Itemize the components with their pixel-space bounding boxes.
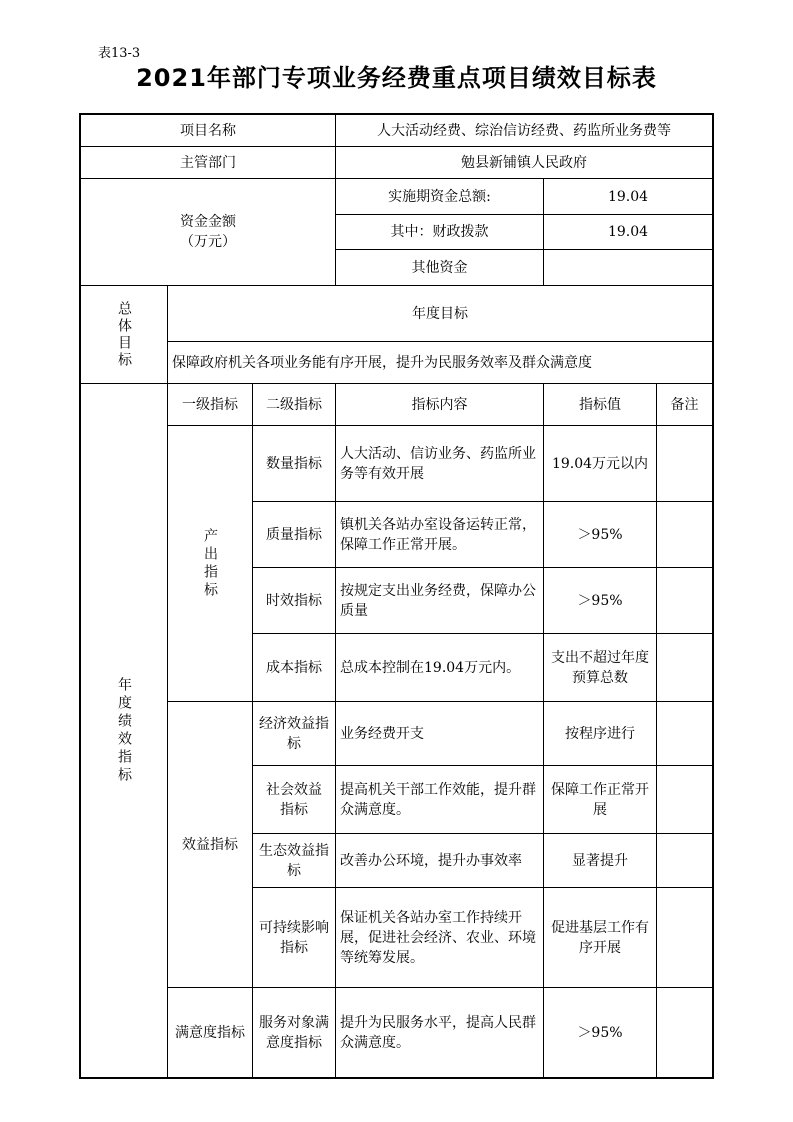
indicator-level2: 可持续影响指标 [259, 919, 329, 956]
indicator-value: ＞95% [577, 1024, 623, 1041]
indicator-value: 促进基层工作有序开展 [551, 919, 649, 956]
indicator-content: 镇机关各站办室设备运转正常，保障工作正常开展。 [340, 516, 536, 553]
indicator-content: 按规定支出业务经费，保障办公质量 [340, 582, 536, 619]
project-name-value: 人大活动经费、综治信访经费、药监所业务费等 [377, 122, 671, 139]
indicator-value: ＞95% [577, 526, 623, 543]
project-name-label: 项目名称 [180, 122, 236, 139]
funds-fiscal-label: 其中：财政拨款 [390, 224, 489, 240]
indicator-content: 改善办公环境，提升办事效率 [340, 852, 522, 869]
funds-other-label: 其他资金 [411, 259, 468, 276]
header-level1: 一级指标 [182, 396, 238, 413]
group-output: 产出指标 [202, 527, 218, 600]
funds-other-value [544, 250, 712, 285]
page-title: 2021年部门专项业务经费重点项目绩效目标表 [136, 64, 657, 92]
header-value: 指标值 [579, 396, 621, 413]
indicator-content: 提升为民服务水平，提高人民群众满意度。 [340, 1014, 536, 1051]
indicator-remark [657, 834, 712, 887]
year-goal-label: 年度目标 [412, 305, 468, 322]
indicator-content: 总成本控制在19.04万元内。 [340, 659, 521, 676]
indicator-content: 保证机关各站办室工作持续开展，促进社会经济、农业、环境等统筹发展。 [340, 909, 536, 966]
indicator-value: 支出不超过年度预算总数 [551, 649, 649, 686]
indicator-remark [657, 988, 712, 1077]
indicator-value: 保障工作正常开展 [551, 781, 649, 818]
indicator-content: 提高机关干部工作效能，提升群众满意度。 [340, 781, 536, 818]
indicator-remark [657, 702, 712, 765]
funds-total-label: 实施期资金总额: [388, 188, 491, 205]
group-satisfaction: 满意度指标 [175, 1024, 245, 1041]
indicator-remark [657, 766, 712, 833]
indicator-value: 显著提升 [572, 852, 628, 869]
indicator-level2: 质量指标 [266, 526, 322, 543]
indicator-value: 按程序进行 [565, 725, 635, 742]
indicator-remark [657, 888, 712, 987]
indicator-level2: 成本指标 [266, 659, 322, 676]
dept-value: 勉县新铺镇人民政府 [461, 154, 587, 171]
indicator-remark [657, 634, 712, 701]
indicator-remark [657, 426, 712, 501]
indicator-level2: 数量指标 [266, 455, 322, 472]
funds-fiscal-value: 19.04 [607, 224, 649, 240]
indicator-content: 业务经费开支 [340, 725, 424, 742]
header-remark: 备注 [670, 396, 699, 413]
indicator-value: 19.04万元以内 [551, 455, 649, 472]
funds-label: 资金金额 （万元） [180, 214, 236, 250]
table-border-right [712, 113, 714, 1079]
group-benefit: 效益指标 [182, 836, 238, 853]
header-level2: 二级指标 [266, 396, 322, 413]
indicator-level2: 时效指标 [266, 592, 322, 609]
indicator-level2: 生态效益指标 [259, 842, 329, 879]
funds-total-value: 19.04 [607, 188, 649, 205]
year-goal-text: 保障政府机关各项业务能有序开展，提升为民服务效率及群众满意度 [172, 354, 592, 371]
header-content: 指标内容 [411, 396, 468, 413]
indicator-level2: 社会效益指标 [266, 781, 322, 818]
indicator-remark [657, 502, 712, 567]
indicator-level2: 服务对象满意度指标 [259, 1014, 329, 1051]
overall-goal-label: 总体目标 [116, 300, 132, 369]
indicator-content: 人大活动、信访业务、药监所业务等有效开展 [340, 445, 536, 482]
form-number: 表13-3 [98, 46, 141, 61]
indicator-value: ＞95% [577, 592, 623, 609]
indicator-remark [657, 568, 712, 633]
annual-indicators-label: 年度绩效指标 [116, 677, 132, 785]
dept-label: 主管部门 [180, 154, 236, 171]
indicator-level2: 经济效益指标 [259, 715, 329, 752]
table-border-bottom [79, 1077, 714, 1079]
